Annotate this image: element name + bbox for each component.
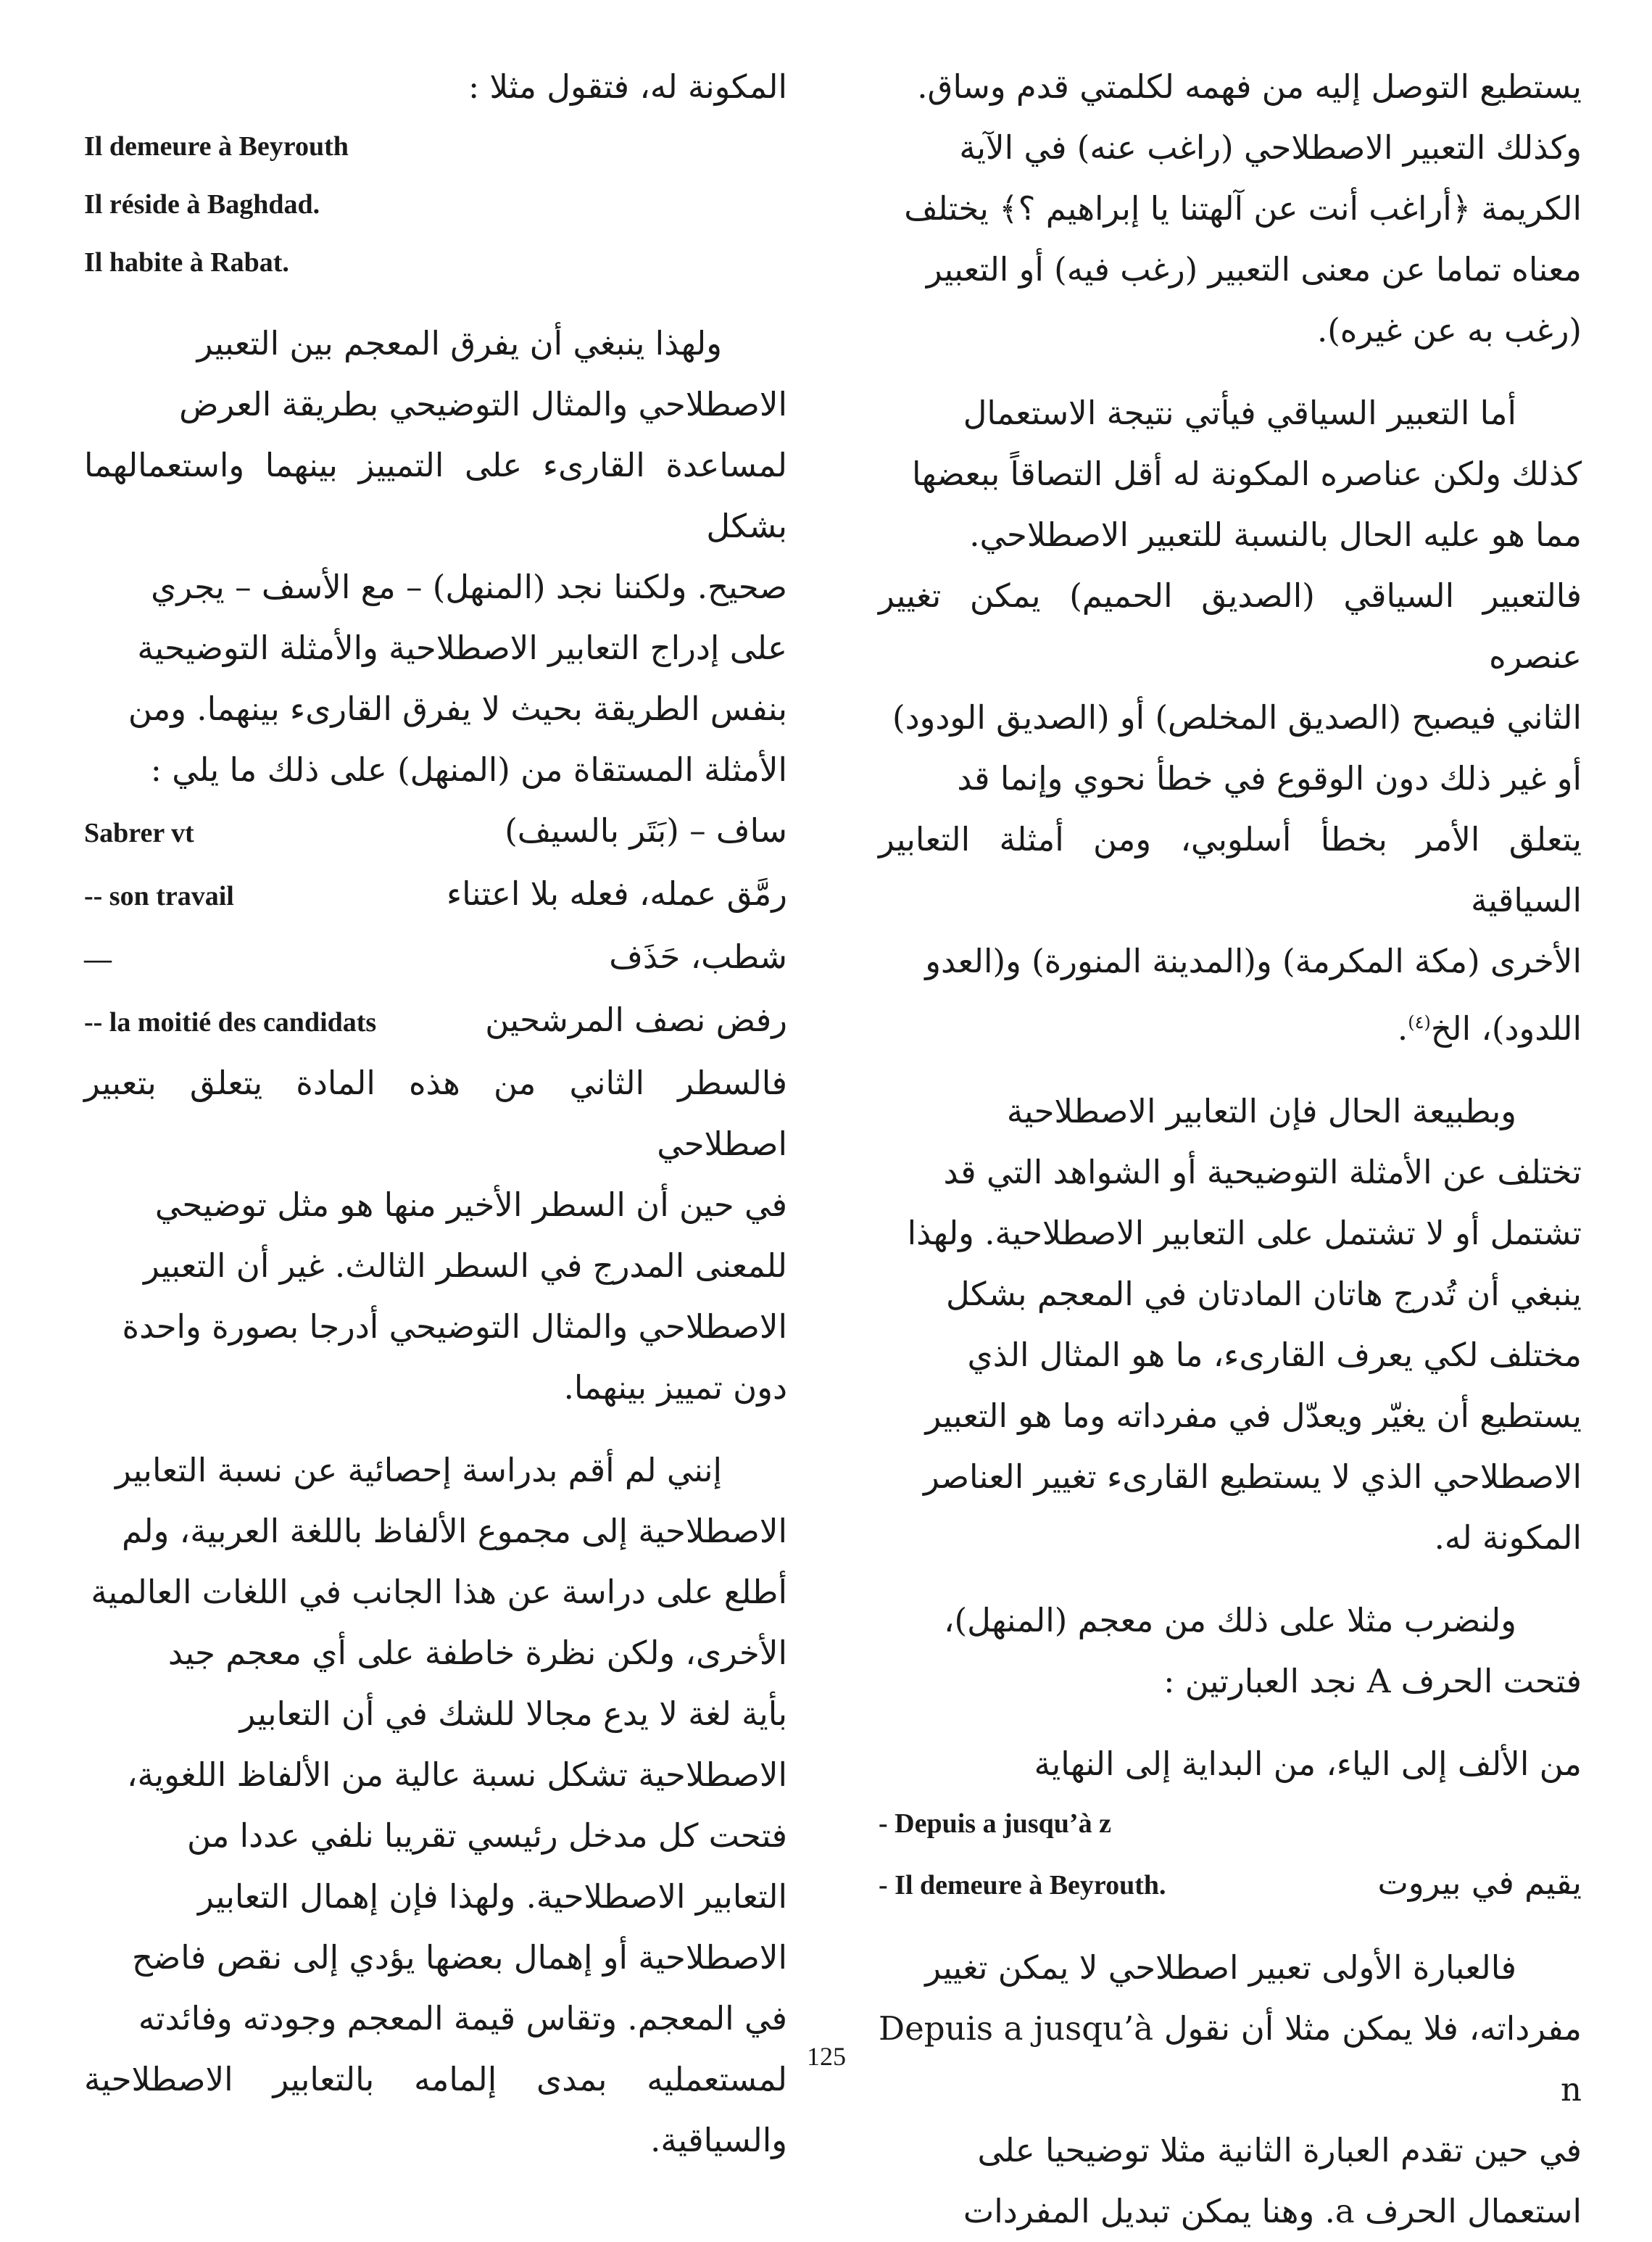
french-entry: -- son travail (84, 881, 234, 911)
example-row (879, 1853, 1582, 1916)
text-line: ولنضرب مثلا على ذلك من معجم (المنهل)، (944, 1601, 1516, 1639)
text-line: المكونة له. (1434, 1518, 1582, 1557)
text-line: على إدراج التعابير الاصطلاحية والأمثلة التوضيحية (137, 629, 787, 667)
text-line: الكريمة ﴿أراغب أنت عن آلهتنا يا إبراهيم ؟﴾ يختلف (904, 189, 1582, 228)
text-line: الثاني فيصبح (الصديق المخلص) أو (الصديق الودود) (892, 698, 1582, 737)
text-line: دون تمييز بينهما. (563, 1368, 787, 1407)
paragraph (879, 57, 1582, 361)
dictionary-entry-row (84, 801, 787, 864)
text-line: فتحت كل مدخل رئيسي تقريبا نلفي عددا من (186, 1816, 787, 1855)
text-line: في حين تقدم العبارة الثانية مثلا توضيحيا على (977, 2131, 1582, 2169)
text-line: في المعجم. وتقاس قيمة المعجم وجودته وفائدته (138, 1999, 787, 2038)
text-line: كذلك ولكن عناصره المكونة له أقل التصاقاً ببعضها (911, 455, 1582, 493)
text-line: يستطيع التوصل إليه من فهمه لكلمتي قدم وساق. (917, 67, 1582, 106)
arabic-entry: رمَّق عمله، فعله بلا اعتناء (447, 874, 787, 913)
example-line: من الألف إلى الياء، من البداية إلى النهاية (1034, 1745, 1582, 1783)
text-line: بأية لغة لا يدع مجالا للشك في أن التعابير (239, 1695, 787, 1733)
text-line: الاصطلاحية تشكل نسبة عالية من الألفاظ اللغوية، (126, 1755, 787, 1794)
text-line: اللدود)، الخ$^{(٤)}$. (1397, 1009, 1582, 1048)
text-line: لمساعدة القارىء على التمييز بينهما واستعمالهما بشكل (84, 446, 787, 545)
text-line: المكونة له، فتقول مثلا : (468, 67, 787, 106)
text-line: للمعنى المدرج في السطر الثالث. غير أن التعبير (144, 1246, 787, 1285)
text-line: تختلف عن الأمثلة التوضيحية أو الشواهد التي قد (943, 1153, 1582, 1191)
text-line: إنني لم أقم بدراسة إحصائية عن نسبة التعابير (115, 1451, 722, 1489)
text-line: فالعبارة الأولى تعبير اصطلاحي لا يمكن تغيير (925, 1948, 1516, 1987)
text-line: الأمثلة المستقاة من (المنهل) على ذلك ما يلي : (150, 750, 787, 789)
paragraph (879, 1590, 1582, 1712)
text-line: استعمال الحرف a. وهنا يمكن تبديل المفردات (963, 2192, 1582, 2230)
text-line: الاصطلاحي والمثال التوضيحي أدرجا بصورة واحدة (122, 1307, 787, 1346)
text-line: مفرداته، فلا يمكن مثلا أن نقول Depuis a jusqu’à n (879, 2009, 1582, 2109)
left-column (84, 57, 787, 2171)
paragraph (879, 383, 1582, 1059)
french-entry: — (84, 944, 112, 975)
french-entry: -- la moitié des candidats (84, 1007, 377, 1038)
text-line: صحيح. ولكننا نجد (المنهل) – مع الأسف – يجري (151, 568, 787, 606)
footnote-marker: (٤) (1408, 1012, 1431, 1033)
arabic-example: يقيم في بيروت (1377, 1863, 1582, 1902)
text-line: الاصطلاحي الذي لا يستطيع القارىء تغيير العناصر (923, 1457, 1582, 1496)
text-line: التعابير الاصطلاحية. ولهذا فإن إهمال التعابير (197, 1877, 787, 1916)
dictionary-entry-row (84, 927, 787, 990)
dictionary-entry-row (84, 864, 787, 927)
text-span: اللدود)، الخ (1430, 1009, 1582, 1048)
latin-example: Il demeure à Beyrouth (84, 131, 349, 162)
text-line: الأخرى، ولكن نظرة خاطفة على أي معجم جيد (167, 1634, 787, 1672)
text-line: في حين أن السطر الأخير منها هو مثل توضيحي (154, 1186, 787, 1224)
text-line: يتعلق الأمر بخطأ أسلوبي، ومن أمثلة التعابير السياقية (879, 820, 1582, 919)
latin-example: Il réside à Baghdad. (84, 189, 320, 220)
text-line: وكذلك التعبير الاصطلاحي (راغب عنه) في الآية (959, 128, 1582, 167)
text-line: بنفس الطريقة بحيث لا يفرق القارىء بينهما. ومن (128, 690, 787, 728)
text-line: وبطبيعة الحال فإن التعابير الاصطلاحية (1006, 1092, 1516, 1130)
text-line: لمستعمليه بمدى إلمامه بالتعابير الاصطلاحية والسياقية. (84, 2060, 787, 2159)
text-line: أطلع على دراسة عن هذا الجانب في اللغات العالمية (91, 1573, 787, 1611)
paragraph (84, 313, 787, 801)
latin-example: - Il demeure à Beyrouth. (879, 1870, 1166, 1900)
text-line: الاصطلاحية أو إهمال بعضها يؤدي إلى نقص فاضح (131, 1938, 787, 1977)
text-line: فالتعبير السياقي (الصديق الحميم) يمكن تغيير عنصره (879, 576, 1582, 676)
text-line: تشتمل أو لا تشتمل على التعابير الاصطلاحية. ولهذا (907, 1214, 1582, 1252)
text-line: الأخرى (مكة المكرمة) و(المدينة المنورة) و(العدو (925, 942, 1582, 980)
text-line: أما التعبير السياقي فيأتي نتيجة الاستعمال (963, 394, 1516, 432)
text-line: فالسطر الثاني من هذه المادة يتعلق بتعبير اصطلاحي (84, 1064, 787, 1163)
text-line: ينبغي أن تُدرج هاتان المادتان في المعجم بشكل (945, 1275, 1582, 1313)
text-line: الاصطلاحي والمثال التوضيحي بطريقة العرض (179, 385, 787, 423)
dictionary-entry-row (84, 990, 787, 1053)
arabic-entry: ساف – (بَتَر بالسيف) (505, 811, 787, 850)
text-line: أو غير ذلك دون الوقوع في خطأ نحوي وإنما قد (957, 759, 1582, 798)
latin-example: Il habite à Rabat. (84, 247, 289, 278)
paragraph (879, 1081, 1582, 1568)
text-line: (رغب به عن غيره). (1316, 311, 1582, 349)
paragraph (84, 1440, 787, 2171)
page-number: 125 (807, 2042, 846, 2071)
text-line: ولهذا ينبغي أن يفرق المعجم بين التعبير (196, 324, 722, 363)
arabic-entry: رفض نصف المرشحين (485, 1001, 787, 1039)
text-line: يستطيع أن يغيّر ويعدّل في مفرداته وما هو التعبير (925, 1397, 1582, 1435)
french-entry: Sabrer vt (84, 818, 194, 848)
paragraph (84, 1053, 787, 1418)
text-line: فتحت الحرف A نجد العبارتين : (1163, 1662, 1582, 1700)
right-column (879, 57, 1582, 2242)
paragraph (879, 1937, 1582, 2242)
latin-example: - Depuis a jusqu’à z (879, 1808, 1111, 1839)
text-line: مما هو عليه الحال بالنسبة للتعبير الاصطلاحي. (969, 516, 1582, 554)
arabic-entry: شطب، حَذَف (609, 938, 787, 976)
text-line: مختلف لكي يعرف القارىء، ما هو المثال الذي (967, 1336, 1582, 1374)
text-line: معناه تماما عن معنى التعبير (رغب فيه) أو التعبير (926, 250, 1582, 289)
text-line: الاصطلاحية إلى مجموع الألفاظ باللغة العربية، ولم (121, 1512, 787, 1550)
